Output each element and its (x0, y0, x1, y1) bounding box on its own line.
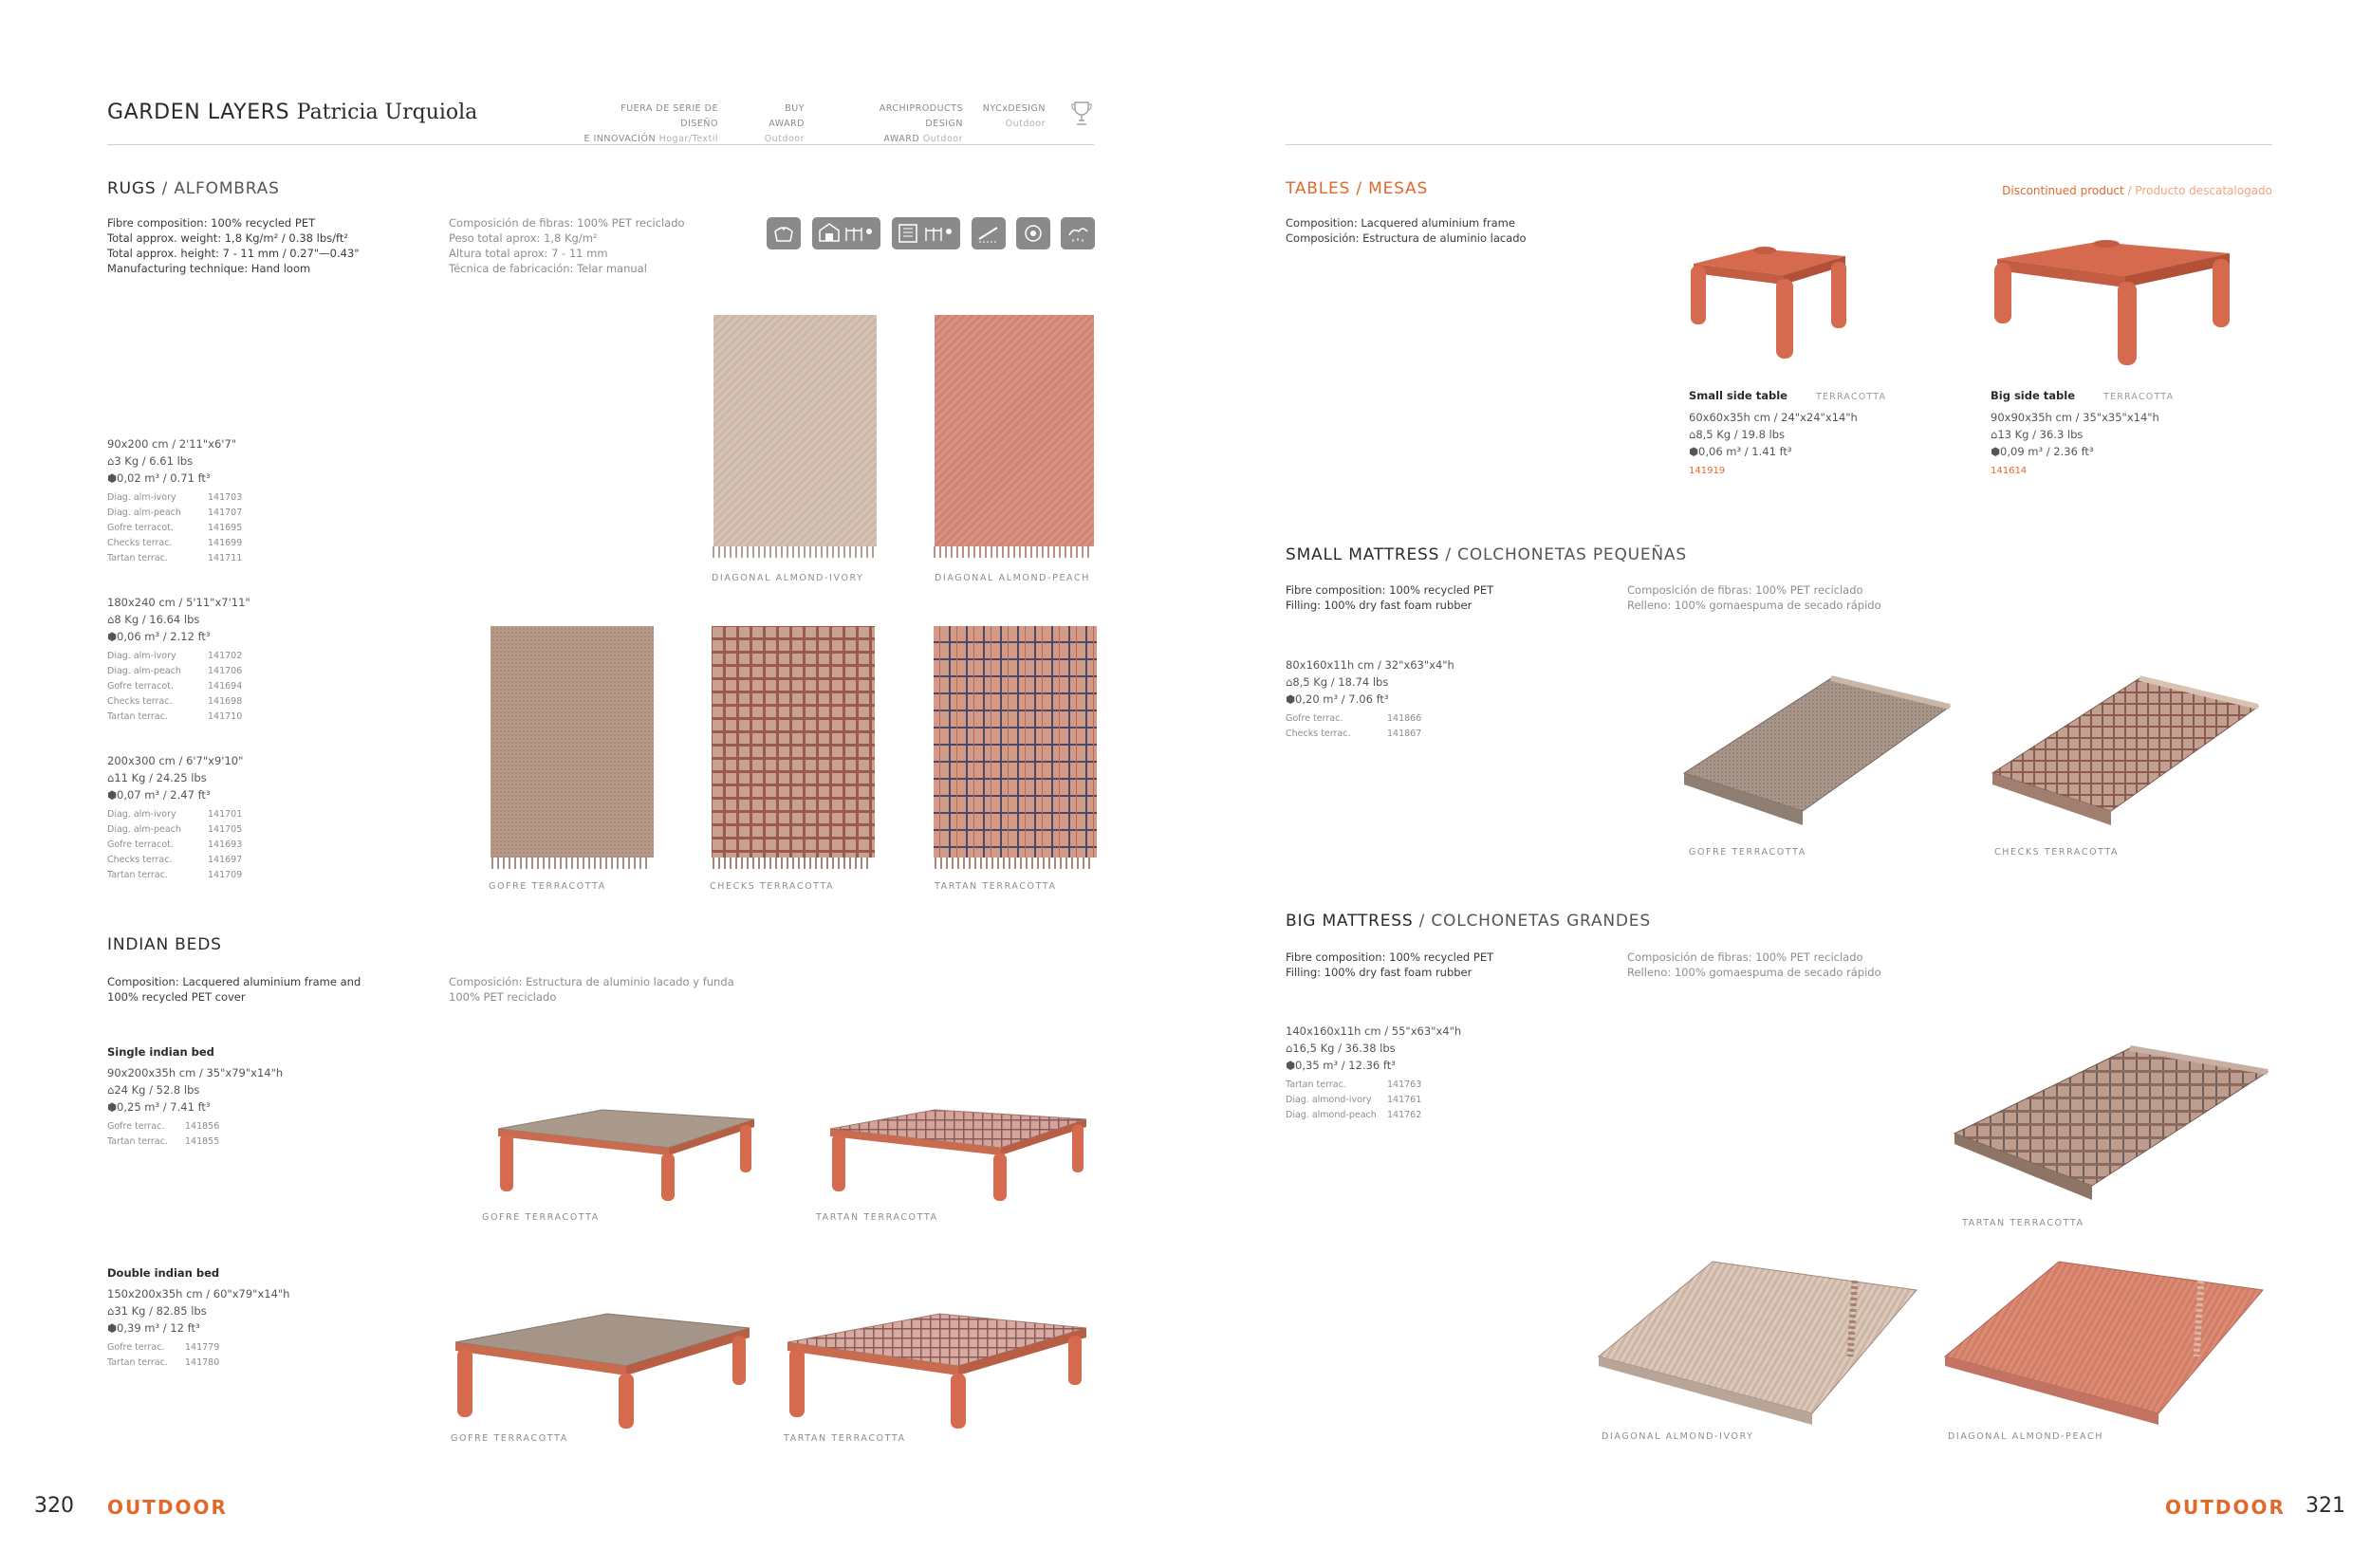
code-row (107, 694, 250, 710)
code-number: 141780 (185, 1357, 220, 1368)
code-number: 141761 (1387, 1095, 1422, 1105)
code-row (107, 853, 243, 868)
header-divider-right (1286, 144, 2272, 145)
product-color: TERRACOTTA (1815, 392, 1887, 402)
award-line: BUY AWARD (769, 103, 805, 129)
volume-row (1991, 443, 2209, 460)
caption-gofre-terracotta: GOFRE TERRACOTTA (1689, 847, 1806, 858)
volume-icon: ⬢ (1286, 1059, 1296, 1072)
code-name: Checks terrac. (107, 538, 173, 548)
code-name: Checks terrac. (107, 855, 173, 865)
weight-icon: ⌂ (1991, 428, 1998, 441)
code-row (107, 710, 250, 725)
big-side-table-block (1991, 385, 2209, 476)
weight-icon: ⌂ (1689, 428, 1696, 441)
code-number: 141698 (208, 696, 243, 707)
code-number: 141866 (1387, 713, 1422, 724)
volume: 0,07 m³ / 2.47 ft³ (117, 788, 211, 802)
big-mattress-heading (1286, 912, 1651, 931)
rugs-spec-es (449, 215, 685, 276)
spec-line: Total approx. weight: 1,8 Kg/m² / 0.38 lbs/ft² (107, 231, 348, 245)
spec-line: Relleno: 100% gomaespuma de secado rápido (1627, 966, 1881, 979)
spec-line: Fibre composition: 100% recycled PET (1286, 950, 1494, 964)
weight: 31 Kg / 82.85 lbs (114, 1304, 207, 1318)
weight: 13 Kg / 36.3 lbs (1997, 428, 2084, 441)
weight-icon: ⌂ (1286, 1042, 1293, 1055)
weight-icon: ⌂ (107, 771, 115, 784)
caption-checks-terracotta: CHECKS TERRACOTTA (710, 881, 835, 892)
code-name: Diag. alm-peach (107, 666, 181, 676)
award-archiproducts (840, 101, 963, 147)
small-mattress-checks-image (1988, 669, 2263, 839)
volume: 0,20 m³ / 7.06 ft³ (1295, 692, 1389, 706)
code-row (107, 868, 243, 883)
double-indian-bed-block (107, 1266, 289, 1371)
spec-line: Composición: Estructura de aluminio lacado (1286, 231, 1527, 245)
caption-checks-terracotta: CHECKS TERRACOTTA (1994, 847, 2120, 858)
spec-line: Manufacturing technique: Hand loom (107, 262, 311, 275)
weight: 8,5 Kg / 19.8 lbs (1695, 428, 1786, 441)
rug-diagonal-ivory-image (712, 313, 879, 562)
weight: 8 Kg / 16.64 lbs (114, 613, 200, 626)
page-number-left: 320 (34, 1494, 74, 1518)
big-mattress-spec-en (1286, 950, 1493, 980)
small-mattress-spec-en (1286, 582, 1493, 613)
big-mattress-spec-es (1627, 950, 1881, 980)
volume-row (107, 470, 242, 487)
code-name: Diag. almond-peach (1286, 1110, 1377, 1120)
code-row (107, 822, 243, 838)
code-number: 141693 (208, 839, 243, 850)
double-bed-tartan-image (778, 1290, 1096, 1432)
small-mattress-size-block (1286, 656, 1454, 742)
code-name: Gofre terracot. (107, 839, 174, 850)
rug-size-block (107, 435, 242, 566)
dimensions: 60x60x35h cm / 24"x24"x14"h (1689, 411, 1858, 424)
code-name: Tartan terrac. (107, 1357, 168, 1368)
code-number: 141702 (208, 651, 243, 661)
code-number: 141706 (208, 666, 243, 676)
caption-diagonal-almond-ivory: DIAGONAL ALMOND-IVORY (712, 573, 864, 583)
spec-line: Composition: Lacquered aluminium frame (1286, 216, 1515, 230)
codes-list (1286, 711, 1454, 742)
discontinued-en: Discontinued product (2002, 184, 2124, 197)
code-row (107, 1119, 283, 1134)
volume-icon: ⬢ (107, 1321, 118, 1335)
code-name: Tartan terrac. (1286, 1079, 1346, 1090)
page-number-right: 321 (2306, 1494, 2345, 1518)
dimensions: 150x200x35h cm / 60"x79"x14"h (107, 1287, 290, 1301)
weight: 11 Kg / 24.25 lbs (114, 771, 207, 784)
code-name: Tartan terrac. (107, 870, 168, 880)
volume: 0,02 m³ / 0.71 ft³ (117, 471, 211, 485)
code-row (1286, 1093, 1461, 1108)
award-buy (750, 101, 805, 147)
volume-row (107, 1098, 283, 1116)
dimensions: 90x90x35h cm / 35"x35"x14"h (1991, 411, 2159, 424)
caption-gofre-terracotta: GOFRE TERRACOTTA (482, 1212, 600, 1223)
spec-line: Composition: Lacquered aluminium frame and (107, 975, 361, 988)
spec-line: Filling: 100% dry fast foam rubber (1286, 599, 1473, 612)
code-number: 141763 (1387, 1079, 1422, 1090)
code-name: Diag. alm-ivory (107, 651, 176, 661)
code-name: Checks terrac. (107, 696, 173, 707)
caption-diagonal-almond-peach: DIAGONAL ALMOND-PEACH (1948, 1431, 2103, 1442)
code-name: Diag. alm-peach (107, 507, 181, 518)
code-number: 141695 (208, 523, 243, 533)
dimensions: 140x160x11h cm / 55"x63"x4"h (1286, 1024, 1462, 1038)
volume-row (1689, 443, 1907, 460)
codes-list (107, 1119, 283, 1150)
volume-row (107, 628, 250, 645)
code-row (107, 838, 243, 853)
code-row (107, 1340, 289, 1356)
rugs-title: RUGS (107, 179, 157, 198)
code-number: 141705 (208, 824, 243, 835)
award-line: AWARD (883, 134, 920, 144)
award-line: FUERA DE SERIE DE DISEÑO (621, 103, 718, 129)
indian-spec-en (107, 974, 361, 1005)
code-name: Gofre terracot. (107, 681, 174, 692)
weight-icon: ⌂ (107, 1304, 115, 1318)
code-row (107, 1134, 283, 1150)
small-mattress-spec-es (1627, 582, 1881, 613)
code-row (107, 664, 250, 679)
code-number: 141703 (208, 492, 243, 503)
volume: 0,25 m³ / 7.41 ft³ (117, 1100, 211, 1114)
small-mattress-title-es: / COLCHONETAS PEQUEÑAS (1439, 545, 1687, 564)
indian-spec-es (449, 974, 734, 1005)
collection-title (107, 101, 477, 124)
weight-row (107, 1302, 289, 1319)
rugs-title-es: / ALFOMBRAS (156, 179, 280, 198)
single-bed-gofre-image (479, 1081, 764, 1205)
volume: 0,06 m³ / 2.12 ft³ (117, 630, 211, 643)
code-row (1286, 1108, 1461, 1123)
dimensions: 180x240 cm / 5'11"x7'11" (107, 596, 250, 609)
dimensions: 80x160x11h cm / 32"x63"x4"h (1286, 658, 1454, 672)
tables-title: TABLES (1286, 179, 1351, 198)
product-name: Small side table (1689, 389, 1788, 402)
product-color: TERRACOTTA (2103, 392, 2175, 402)
volume-icon: ⬢ (1286, 692, 1296, 706)
product-name: Single indian bed (107, 1045, 214, 1059)
weight-row (107, 1081, 283, 1098)
code-name: Diag. alm-peach (107, 824, 181, 835)
discontinued-es: / Producto descatalogado (2123, 184, 2272, 197)
code-row (1286, 711, 1454, 727)
single-indian-bed-block (107, 1045, 283, 1150)
code-name: Diag. alm-ivory (107, 492, 176, 503)
section-label-right: OUTDOOR (2165, 1496, 2286, 1519)
code-number: 141779 (185, 1342, 220, 1353)
big-mattress-title-es: / COLCHONETAS GRANDES (1413, 912, 1651, 931)
caption-tartan-terracotta: TARTAN TERRACOTTA (935, 881, 1057, 892)
volume: 0,09 m³ / 2.36 ft³ (2000, 445, 2094, 458)
trophy-icon (1070, 101, 1093, 127)
caption-tartan-terracotta: TARTAN TERRACOTTA (784, 1433, 906, 1444)
discontinued-note (2002, 184, 2272, 197)
weight-row (107, 769, 243, 786)
volume-icon: ⬢ (107, 471, 118, 485)
rug-size-block (107, 594, 250, 725)
volume: 0,06 m³ / 1.41 ft³ (1698, 445, 1792, 458)
small-mattress-title: SMALL MATTRESS (1286, 545, 1440, 564)
weight: 8,5 Kg / 18.74 lbs (1292, 675, 1389, 689)
outdoor-use-icon (892, 217, 960, 249)
code-number: 141707 (208, 507, 243, 518)
weight-row (1689, 426, 1907, 443)
weight-row (1286, 1040, 1461, 1057)
big-mattress-peach-image (1940, 1252, 2268, 1428)
code-number: 141699 (208, 538, 243, 548)
codes-list (107, 649, 250, 725)
code-name: Tartan terrac. (107, 711, 168, 722)
small-mattress-heading (1286, 545, 1687, 564)
dimensions: 90x200 cm / 2'11"x6'7" (107, 437, 237, 451)
big-mattress-ivory-image (1594, 1252, 1921, 1428)
code-name: Diag. almond-ivory (1286, 1095, 1372, 1105)
big-mattress-title: BIG MATTRESS (1286, 912, 1414, 931)
spec-line: Relleno: 100% gomaespuma de secado rápido (1627, 599, 1881, 612)
rugs-spec-en (107, 215, 360, 276)
rugs-heading (107, 179, 280, 198)
award-category: Outdoor (1005, 119, 1046, 129)
weight: 16,5 Kg / 36.38 lbs (1292, 1042, 1396, 1055)
weight-icon: ⌂ (107, 454, 115, 468)
volume-row (107, 1319, 289, 1337)
code-row (107, 1356, 289, 1371)
caption-tartan-terracotta: TARTAN TERRACOTTA (1962, 1218, 2084, 1228)
volume-row (1286, 691, 1454, 708)
codes-list (107, 807, 243, 883)
indian-beds-heading: INDIAN BEDS (107, 935, 222, 954)
spec-line: Total approx. height: 7 - 11 mm / 0.27"—0.43" (107, 247, 360, 260)
spec-line: Técnica de fabricación: Telar manual (449, 262, 647, 275)
code-name: Checks terrac. (1286, 729, 1351, 739)
weight-icon: ⌂ (107, 613, 115, 626)
caption-diagonal-almond-ivory: DIAGONAL ALMOND-IVORY (1602, 1431, 1754, 1442)
volume-icon: ⬢ (107, 788, 118, 802)
code-name: Gofre terrac. (107, 1121, 165, 1132)
section-label-left: OUTDOOR (107, 1496, 228, 1519)
collection-name: GARDEN LAYERS (107, 101, 290, 124)
code-row (107, 536, 242, 551)
spec-line: Altura total aprox: 7 - 11 mm (449, 247, 608, 260)
product-code: 141614 (1991, 466, 2028, 476)
code-name: Diag. alm-ivory (107, 809, 176, 820)
weight-row (1991, 426, 2209, 443)
big-side-table-image (1983, 232, 2239, 370)
award-line: NYCxDESIGN (982, 103, 1046, 114)
volume-icon: ⬢ (1689, 445, 1699, 458)
code-number: 141709 (208, 870, 243, 880)
code-name: Gofre terrac. (107, 1342, 165, 1353)
code-row (107, 649, 250, 664)
volume-row (1286, 1057, 1461, 1074)
spec-line: 100% PET reciclado (449, 990, 557, 1004)
cleaning-icon (1016, 217, 1050, 249)
spec-line: Composición: Estructura de aluminio lacado y funda (449, 975, 734, 988)
weather-icon (1061, 217, 1095, 249)
terrace-use-icon (972, 217, 1006, 249)
award-category: Outdoor (922, 134, 963, 144)
codes-list (107, 1340, 289, 1371)
weight: 24 Kg / 52.8 lbs (114, 1083, 200, 1097)
code-number: 141711 (208, 553, 243, 563)
header-divider (107, 144, 1094, 145)
code-number: 141701 (208, 809, 243, 820)
small-side-table-block (1689, 385, 1907, 476)
weight-row (1286, 673, 1454, 691)
spec-line: Composición de fibras: 100% PET reciclado (1627, 950, 1863, 964)
rug-gofre-terracotta-image (489, 624, 656, 871)
code-row (107, 490, 242, 506)
rug-diagonal-peach-image (933, 313, 1096, 562)
spec-line: 100% recycled PET cover (107, 990, 246, 1004)
product-name: Double indian bed (107, 1266, 220, 1280)
spec-line: Composición de fibras: 100% PET reciclado (1627, 583, 1863, 597)
codes-list (1286, 1078, 1461, 1123)
tables-spec (1286, 215, 1527, 246)
code-number: 141694 (208, 681, 243, 692)
code-number: 141856 (185, 1121, 220, 1132)
code-name: Tartan terrac. (107, 1136, 168, 1147)
code-number: 141710 (208, 711, 243, 722)
single-bed-tartan-image (811, 1081, 1096, 1205)
dimensions: 90x200x35h cm / 35"x79"x14"h (107, 1066, 284, 1079)
caption-diagonal-almond-peach: DIAGONAL ALMOND-PEACH (935, 573, 1090, 583)
product-name: Big side table (1991, 389, 2075, 402)
code-row (107, 807, 243, 822)
award-line: ARCHIPRODUCTS DESIGN (879, 103, 963, 129)
hand-wash-icon (767, 217, 801, 249)
weight-row (107, 611, 250, 628)
weight: 3 Kg / 6.61 lbs (114, 454, 194, 468)
award-fuera-de-serie (581, 101, 718, 147)
caption-gofre-terracotta: GOFRE TERRACOTTA (489, 881, 606, 892)
designer-name: Patricia Urquiola (296, 101, 478, 124)
small-mattress-gofre-image (1679, 669, 1954, 839)
dimensions: 200x300 cm / 6'7"x9'10" (107, 754, 244, 767)
code-number: 141762 (1387, 1110, 1422, 1120)
weight-row (107, 452, 242, 470)
award-line: E INNOVACIÓN (583, 134, 657, 144)
code-number: 141855 (185, 1136, 220, 1147)
code-row (107, 506, 242, 521)
code-row (1286, 1078, 1461, 1093)
weight-icon: ⌂ (1286, 675, 1293, 689)
code-row (1286, 727, 1454, 742)
volume: 0,39 m³ / 12 ft³ (117, 1321, 200, 1335)
small-side-table-image (1679, 237, 1860, 370)
product-code: 141919 (1689, 466, 1726, 476)
code-name: Tartan terrac. (107, 553, 168, 563)
big-mattress-tartan-image (1950, 1043, 2272, 1214)
rug-tartan-terracotta-image (932, 624, 1099, 871)
spec-line: Fibre composition: 100% recycled PET (107, 216, 316, 230)
big-mattress-size-block (1286, 1023, 1461, 1123)
spec-line: Peso total aprox: 1,8 Kg/m² (449, 231, 598, 245)
code-row (107, 679, 250, 694)
code-number: 141697 (208, 855, 243, 865)
tables-title-es: / MESAS (1350, 179, 1429, 198)
rug-checks-terracotta-image (710, 624, 877, 871)
code-number: 141867 (1387, 729, 1422, 739)
caption-tartan-terracotta: TARTAN TERRACOTTA (816, 1212, 938, 1223)
award-category: Outdoor (764, 134, 805, 144)
code-name: Gofre terrac. (1286, 713, 1343, 724)
spec-line: Composición de fibras: 100% PET reciclado (449, 216, 685, 230)
volume-icon: ⬢ (107, 1100, 118, 1114)
tables-heading (1286, 179, 1428, 198)
award-category: Hogar/Textil (658, 134, 718, 144)
volume: 0,35 m³ / 12.36 ft³ (1295, 1059, 1396, 1072)
caption-gofre-terracotta: GOFRE TERRACOTTA (451, 1433, 568, 1444)
weight-icon: ⌂ (107, 1083, 115, 1097)
volume-icon: ⬢ (1991, 445, 2001, 458)
code-row (107, 551, 242, 566)
award-nycxdesign (977, 101, 1046, 132)
volume-icon: ⬢ (107, 630, 118, 643)
spec-line: Filling: 100% dry fast foam rubber (1286, 966, 1473, 979)
volume-row (107, 786, 243, 803)
indoor-use-icon (812, 217, 880, 249)
code-name: Gofre terracot. (107, 523, 174, 533)
code-row (107, 521, 242, 536)
codes-list (107, 490, 242, 566)
rug-size-block (107, 752, 243, 883)
spec-line: Fibre composition: 100% recycled PET (1286, 583, 1494, 597)
double-bed-gofre-image (446, 1290, 759, 1432)
